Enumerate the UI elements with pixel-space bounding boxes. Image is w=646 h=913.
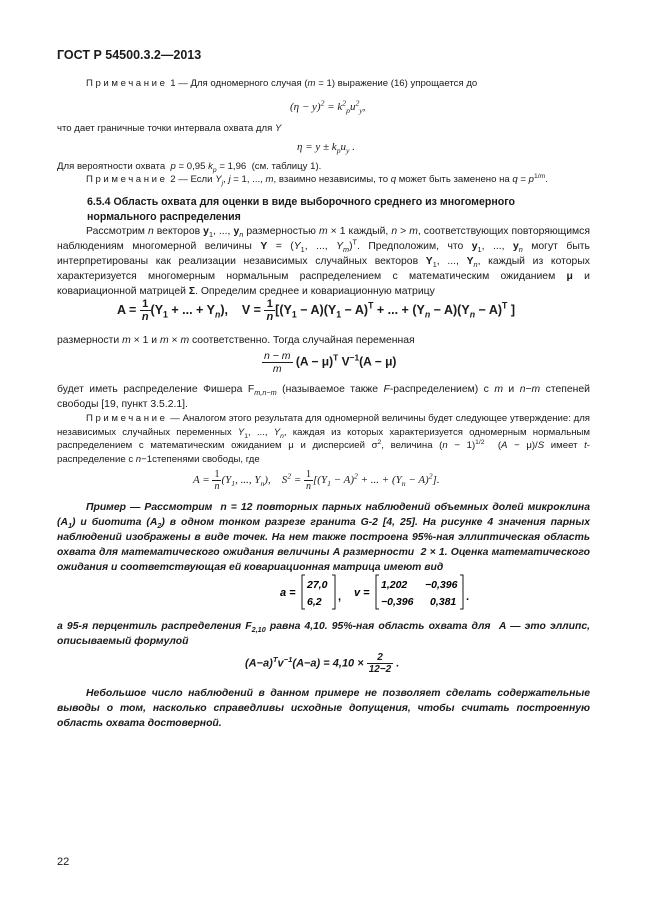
note-1-label: Примечание bbox=[86, 78, 168, 89]
note-3-text: — Аналогом этого результата для одномерной величины будет следующее утверждение: для независимых случайных переменных $Y_1$, ..., $Y_n$, каждая из которых характеризуется одномерным нормальным распределением с математическим ожиданием μ и дисперсией $\sigma^2$, величина $(n - 1)^{1/2}$ (A − μ)/S имеет t-распределение с n−1степенями свободы, где bbox=[57, 413, 591, 465]
page-header: ГОСТ Р 54500.3.2—2013 bbox=[57, 48, 202, 62]
note-3-label: Примечание bbox=[86, 413, 168, 424]
note-1-formula-2: $\eta = y \pm k_pu_y$ . bbox=[297, 141, 355, 156]
example-paragraph-2: а 95-я перцентиль распределения $F_{2,10}$ равна 4,10. 95%-ная область охвата для A — это эллипс, описываемый формулой bbox=[57, 621, 590, 647]
page-number: 22 bbox=[57, 856, 70, 868]
example-matrices bbox=[280, 572, 500, 612]
svg-text:v =: v = bbox=[354, 587, 370, 599]
v-value-11: 1,202 bbox=[381, 579, 408, 591]
section-paragraph-2: размерности m × 1 и m × m соответственно. Тогда случайная переменная bbox=[57, 335, 415, 346]
ellipse-formula: $(A-a)^Tv^{-1}(A-a) = 4,10$ × $\frac{2}{12-2}$ . bbox=[245, 652, 400, 675]
formula-rhs: 4,10 × bbox=[332, 657, 364, 670]
note-1-probability: Для вероятности охвата p = 0,95 $k_p = 1,96$ (см. таблицу 1). bbox=[57, 161, 322, 174]
v-value-12: −0,396 bbox=[425, 579, 458, 591]
note-3 bbox=[57, 412, 590, 466]
section-heading bbox=[87, 195, 587, 225]
svg-text:,: , bbox=[338, 591, 342, 603]
note-1-formula: $(\eta - y)^2 = k^2_pu^2_y$, bbox=[290, 98, 366, 116]
fisher-variable-formula: $\frac{n - m}{m}$ $(A - \mu)^T$ $V^{-1}(A - \mu)$ bbox=[264, 350, 397, 375]
section-paragraph-3: будет иметь распределение Фишера $F_{m,n-m}$ (называемое также F-распределением) с m и n−m степеней свободы [19, пункт 3.5.2.1]. bbox=[57, 384, 590, 410]
example-paragraph-1: Пример — Рассмотрим n = 12 повторных парных наблюдений объемных долей микроклина $(A_1)$ и биотита $(A_2)$ в одном тонком разрезе гранита G-2 [4, 25]. На рисунке 4 значения парных наблюдений изображены в виде точек. На нем также построена 95%-ная эллиптическая область охвата для математического ожидания величины A размерности 2 × 1. Оценка математического ожидания и соответствующая ей ковариационная матрица имеют вид bbox=[57, 502, 590, 573]
v-value-22: 0,381 bbox=[430, 596, 457, 608]
note-1-after: что дает граничные точки интервала охвата для Y bbox=[57, 123, 282, 134]
a-value-1: 27,0 bbox=[307, 579, 328, 591]
example-paragraph-3: Небольшое число наблюдений в данном примере не позволяет сделать содержательные выводы о том, насколько справедливы исходные допущения, чтобы считать построенную область охвата достоверной. bbox=[57, 688, 590, 729]
svg-text:a =: a = bbox=[280, 587, 296, 599]
formula-frac-num: 2 bbox=[367, 652, 394, 664]
note-1 bbox=[57, 77, 590, 91]
mean-covariance-formula: A = $\frac{1}{n}$ ($Y_1$ + ... + $Y_n$), V = $\frac{1}{n}$ [$(Y_1 - A)(Y_1 - A)^T$ + ... + $(Y_n - A)(Y_n - A)^T$ ] bbox=[117, 298, 516, 323]
formula-frac-den: 12−2 bbox=[368, 664, 392, 675]
section-heading-line-2: нормального распределения bbox=[87, 211, 241, 223]
section-heading-line-1: 6.5.4 Область охвата для оценки в виде выборочного среднего из многомерного bbox=[87, 196, 515, 208]
v-value-21: −0,396 bbox=[381, 596, 414, 608]
note-3-formula: A = $\frac{1}{n}$ ($Y_1$, ..., $Y_n$), $S^2$ = $\frac{1}{n}$ [$(Y_1 - A)^2$ + ... + $(Y_n - A)^2$]. bbox=[193, 469, 440, 492]
note-2-label: Примечание bbox=[86, 174, 168, 185]
svg-text:.: . bbox=[466, 591, 470, 603]
section-paragraph-1: Рассмотрим n векторов $y_1$, ..., $y_n$ размерностью m × 1 каждый, n > m, соответствующих повторяющимся наблюдениям многомерной величины $Y = (Y_1$, ..., $Y_m)^T$. Предположим, что $y_1$, ..., $y_n$ могут быть интерпретированы как реализации независимых случайных векторов $Y_1$, ..., $Y_n$, каждый из которых характеризуется многомерным нормальным распределением с математическим ожиданием μ и ковариационной матрицей Σ. Определим среднее и ковариационную матрицу bbox=[57, 226, 590, 297]
note-2 bbox=[57, 173, 590, 187]
a-value-2: 6,2 bbox=[307, 596, 322, 608]
note-1-text: 1 — Для одномерного случая (m = 1) выражение (16) упрощается до bbox=[170, 78, 478, 89]
note-2-text: 2 — Если $Y_j$, j = 1, ..., m, взаимно независимы, то q может быть заменено на $q = p^{1/m}$. bbox=[170, 172, 548, 187]
